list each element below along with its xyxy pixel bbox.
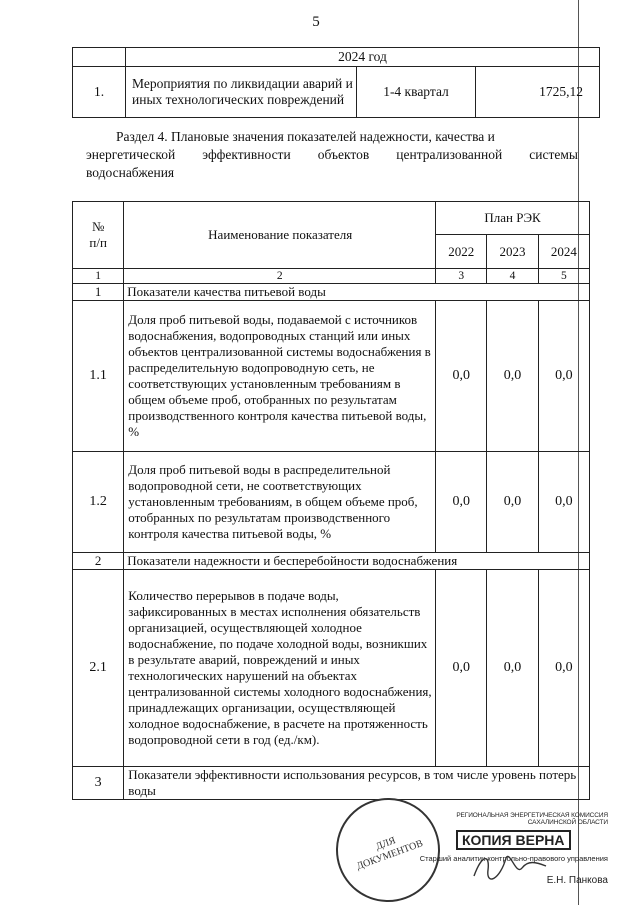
group-name: Показатели качества питьевой воды bbox=[124, 284, 590, 301]
group-number: 1 bbox=[73, 284, 124, 301]
group-row bbox=[73, 553, 590, 570]
value-cell: 0,0 bbox=[436, 452, 487, 553]
event-period: 1-4 квартал bbox=[357, 67, 476, 118]
round-stamp-text: ДЛЯ ДОКУМЕНТОВ bbox=[355, 835, 425, 873]
table-row bbox=[73, 767, 590, 800]
index-cell: 3 bbox=[436, 269, 487, 284]
section-line: энергетической эффективности объектов централизованной системы bbox=[86, 147, 578, 162]
header-year: 2022 bbox=[436, 235, 487, 269]
header-year: 2024 bbox=[538, 235, 589, 269]
table-row bbox=[73, 452, 590, 553]
row-number: 1.1 bbox=[73, 301, 124, 452]
index-row bbox=[73, 269, 590, 284]
value-cell: 0,0 bbox=[538, 570, 589, 767]
value-cell: 0,0 bbox=[487, 570, 538, 767]
table-row bbox=[73, 301, 590, 452]
section-heading bbox=[86, 128, 578, 182]
index-cell: 1 bbox=[73, 269, 124, 284]
value-cell: 0,0 bbox=[436, 570, 487, 767]
header-plan: План РЭК bbox=[436, 202, 590, 235]
handwritten-signature bbox=[470, 846, 550, 886]
section-line: Раздел 4. Плановые значения показателей надежности, качества и bbox=[116, 129, 495, 144]
stamp-copy-label: КОПИЯ ВЕРНА bbox=[456, 830, 571, 850]
page-number: 5 bbox=[312, 14, 320, 30]
year-label: 2024 год bbox=[126, 48, 600, 67]
group-row bbox=[73, 284, 590, 301]
row-number: 2.1 bbox=[73, 570, 124, 767]
index-cell: 4 bbox=[487, 269, 538, 284]
table-row bbox=[73, 570, 590, 767]
event-amount: 1725,12 bbox=[476, 67, 600, 118]
index-cell: 2 bbox=[124, 269, 436, 284]
event-name: Мероприятия по ликвидации аварий и иных технологических повреждений bbox=[126, 67, 357, 118]
year-row bbox=[73, 48, 600, 67]
row-number: 1. bbox=[73, 67, 126, 118]
value-cell: 0,0 bbox=[487, 301, 538, 452]
group-name: Показатели эффективности использования ресурсов, в том числе уровень потерь воды bbox=[124, 767, 590, 800]
value-cell: 0,0 bbox=[487, 452, 538, 553]
value-cell: 0,0 bbox=[538, 452, 589, 553]
value-cell: 0,0 bbox=[436, 301, 487, 452]
header-year: 2023 bbox=[487, 235, 538, 269]
header-num: № п/п bbox=[73, 202, 124, 269]
indicator-name: Количество перерывов в подаче воды, зафиксированных в местах исполнения обязательств организацией, осуществляющей холодное водоснабжение, по подаче холодной воды, возникших в результате аварий, повреждений и иных технологических нарушений на объектах централизованной системы холодного водоснабжения, принадлежащих организации, осуществляющей холодное водоснабжение, в расчете на протяженность водопроводной сети в год (ед./км). bbox=[124, 570, 436, 767]
stamp-position: Старший аналитик контрольно-правового управления bbox=[419, 854, 608, 863]
index-cell: 5 bbox=[538, 269, 589, 284]
indicator-name: Доля проб питьевой воды, подаваемой с источников водоснабжения, водопроводных станций или иных объектов централизованной системы водоснабжения в распределительную водопроводную сеть, не соответствующих установленным требованиям в общем объеме проб, отобранных по результатам производственного контроля качества питьевой воды, % bbox=[124, 301, 436, 452]
header-name: Наименование показателя bbox=[124, 202, 436, 269]
value-cell: 0,0 bbox=[538, 301, 589, 452]
stamp-signer: Е.Н. Панкова bbox=[546, 875, 608, 886]
empty-cell bbox=[73, 48, 126, 67]
header-row bbox=[73, 202, 590, 235]
group-number: 2 bbox=[73, 553, 124, 570]
plan-activities-table bbox=[72, 47, 600, 118]
signature-stroke bbox=[474, 856, 546, 879]
indicators-table bbox=[72, 201, 590, 800]
table-row bbox=[73, 67, 600, 118]
stamp-organization: РЕГИОНАЛЬНАЯ ЭНЕРГЕТИЧЕСКАЯ КОМИССИЯ САХАЛИНСКОЙ ОБЛАСТИ bbox=[456, 812, 608, 826]
row-number: 3 bbox=[73, 767, 124, 800]
indicator-name: Доля проб питьевой воды в распределительной водопроводной сети, не соответствующих установленным требованиям, в общем объеме проб, отобранных по результатам производственного контроля качества питьевой воды, % bbox=[124, 452, 436, 553]
group-name: Показатели надежности и бесперебойности водоснабжения bbox=[124, 553, 590, 570]
row-number: 1.2 bbox=[73, 452, 124, 553]
section-line: водоснабжения bbox=[86, 165, 175, 180]
